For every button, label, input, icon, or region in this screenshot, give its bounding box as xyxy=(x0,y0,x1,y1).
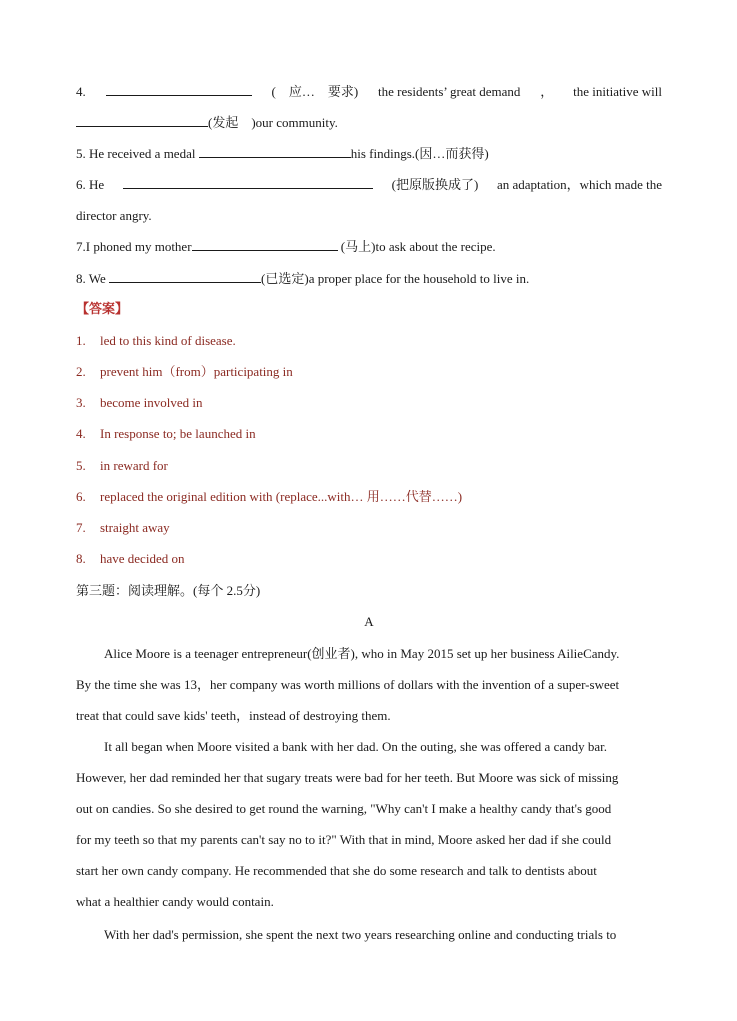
answer-number: 8. xyxy=(76,551,86,566)
passage-line: treat that could save kids' teeth，instead of destroying them. xyxy=(76,708,391,723)
answer-number: 5. xyxy=(76,458,86,473)
answer-text: In response to; be launched in xyxy=(100,426,256,441)
answer-number: 2. xyxy=(76,364,86,379)
question-5-hint: his findings.(因…而获得) xyxy=(350,146,489,161)
answer-item xyxy=(76,518,662,538)
answer-blank[interactable] xyxy=(123,175,373,189)
answer-blank[interactable] xyxy=(76,113,208,127)
question-4-hint-2: (发起 ) xyxy=(208,115,256,130)
answer-text: have decided on xyxy=(100,551,185,566)
answer-text: replaced the original edition with (replace...with… 用……代替……) xyxy=(100,489,463,504)
answer-item xyxy=(76,331,662,351)
question-4-line-1 xyxy=(76,82,662,102)
question-4-hint-1: ( 应… 要求) xyxy=(271,84,359,99)
answer-number: 1. xyxy=(76,333,86,348)
question-6-text: an adaptation，which made the xyxy=(497,177,662,192)
question-4-text-1: the residents’ great demand xyxy=(378,84,521,99)
question-4-line-2 xyxy=(76,113,662,133)
answer-blank[interactable] xyxy=(192,237,338,251)
answer-item xyxy=(76,456,662,476)
passage-line: It all began when Moore visited a bank with her dad. On the outing, she was offered a candy bar. xyxy=(104,739,608,754)
answer-item xyxy=(76,424,662,444)
passage-line: Alice Moore is a teenager entrepreneur(创业者), who in May 2015 set up her business AilieCandy. xyxy=(104,646,620,661)
answer-item xyxy=(76,549,662,569)
passage-line: out on candies. So she desired to get round the warning, "Why can't I make a healthy candy that's good xyxy=(76,801,612,816)
question-6-line-2 xyxy=(76,206,662,226)
question-4-text-2: the initiative will xyxy=(573,84,662,99)
question-8 xyxy=(76,269,662,289)
answer-text: straight away xyxy=(100,520,170,535)
question-7-prefix: 7.I phoned my mother xyxy=(76,239,192,254)
answer-number: 3. xyxy=(76,395,86,410)
answer-item xyxy=(76,487,662,507)
passage-line: By the time she was 13，her company was worth millions of dollars with the invention of a super-sweet xyxy=(76,677,620,692)
answer-number: 4. xyxy=(76,426,86,441)
question-5 xyxy=(76,144,662,164)
question-7-text: to ask about the recipe. xyxy=(375,239,496,254)
passage-line: start her own candy company. He recommended that she do some research and talk to dentists about xyxy=(76,863,597,878)
question-4-text-3: our community. xyxy=(255,115,338,130)
passage-line: However, her dad reminded her that sugary treats were bad for her teeth. But Moore was sick of missing xyxy=(76,770,619,785)
answer-text: become involved in xyxy=(100,395,203,410)
answer-text: prevent him（from）participating in xyxy=(100,364,293,379)
question-4-separator: ， xyxy=(540,84,554,99)
passage-line: for my teeth so that my parents can't say no to it?" With that in mind, Moore asked her dad if she could xyxy=(76,832,612,847)
answer-text: in reward for xyxy=(100,458,168,473)
answer-number: 6. xyxy=(76,489,86,504)
passage-line: what a healthier candy would contain. xyxy=(76,894,274,909)
question-8-prefix: 8. We xyxy=(76,271,106,286)
passage-line: With her dad's permission, she spent the next two years researching online and conducting trials to xyxy=(104,927,617,942)
answer-blank[interactable] xyxy=(199,144,351,158)
question-6-continuation: director angry. xyxy=(76,208,152,223)
question-7 xyxy=(76,237,662,257)
question-6-prefix: 6. He xyxy=(76,177,105,192)
question-8-hint: (已选定) xyxy=(261,271,309,286)
answer-item xyxy=(76,362,662,382)
question-5-prefix: 5. He received a medal xyxy=(76,146,196,161)
passage-label: A xyxy=(364,614,374,629)
question-8-text: a proper place for the household to live in. xyxy=(308,271,530,286)
question-7-hint: (马上) xyxy=(337,239,376,254)
answers-heading: 【答案】 xyxy=(76,301,129,316)
question-4-number: 4. xyxy=(76,84,86,99)
section-3-title: 第三题：阅读理解。(每个 2.5分) xyxy=(76,583,261,598)
answer-blank[interactable] xyxy=(109,269,261,283)
answer-blank[interactable] xyxy=(106,82,252,96)
question-6-line-1 xyxy=(76,175,662,195)
answer-text: led to this kind of disease. xyxy=(100,333,236,348)
answer-number: 7. xyxy=(76,520,86,535)
question-6-hint: (把原版换成了) xyxy=(391,177,479,192)
answer-item xyxy=(76,393,662,413)
